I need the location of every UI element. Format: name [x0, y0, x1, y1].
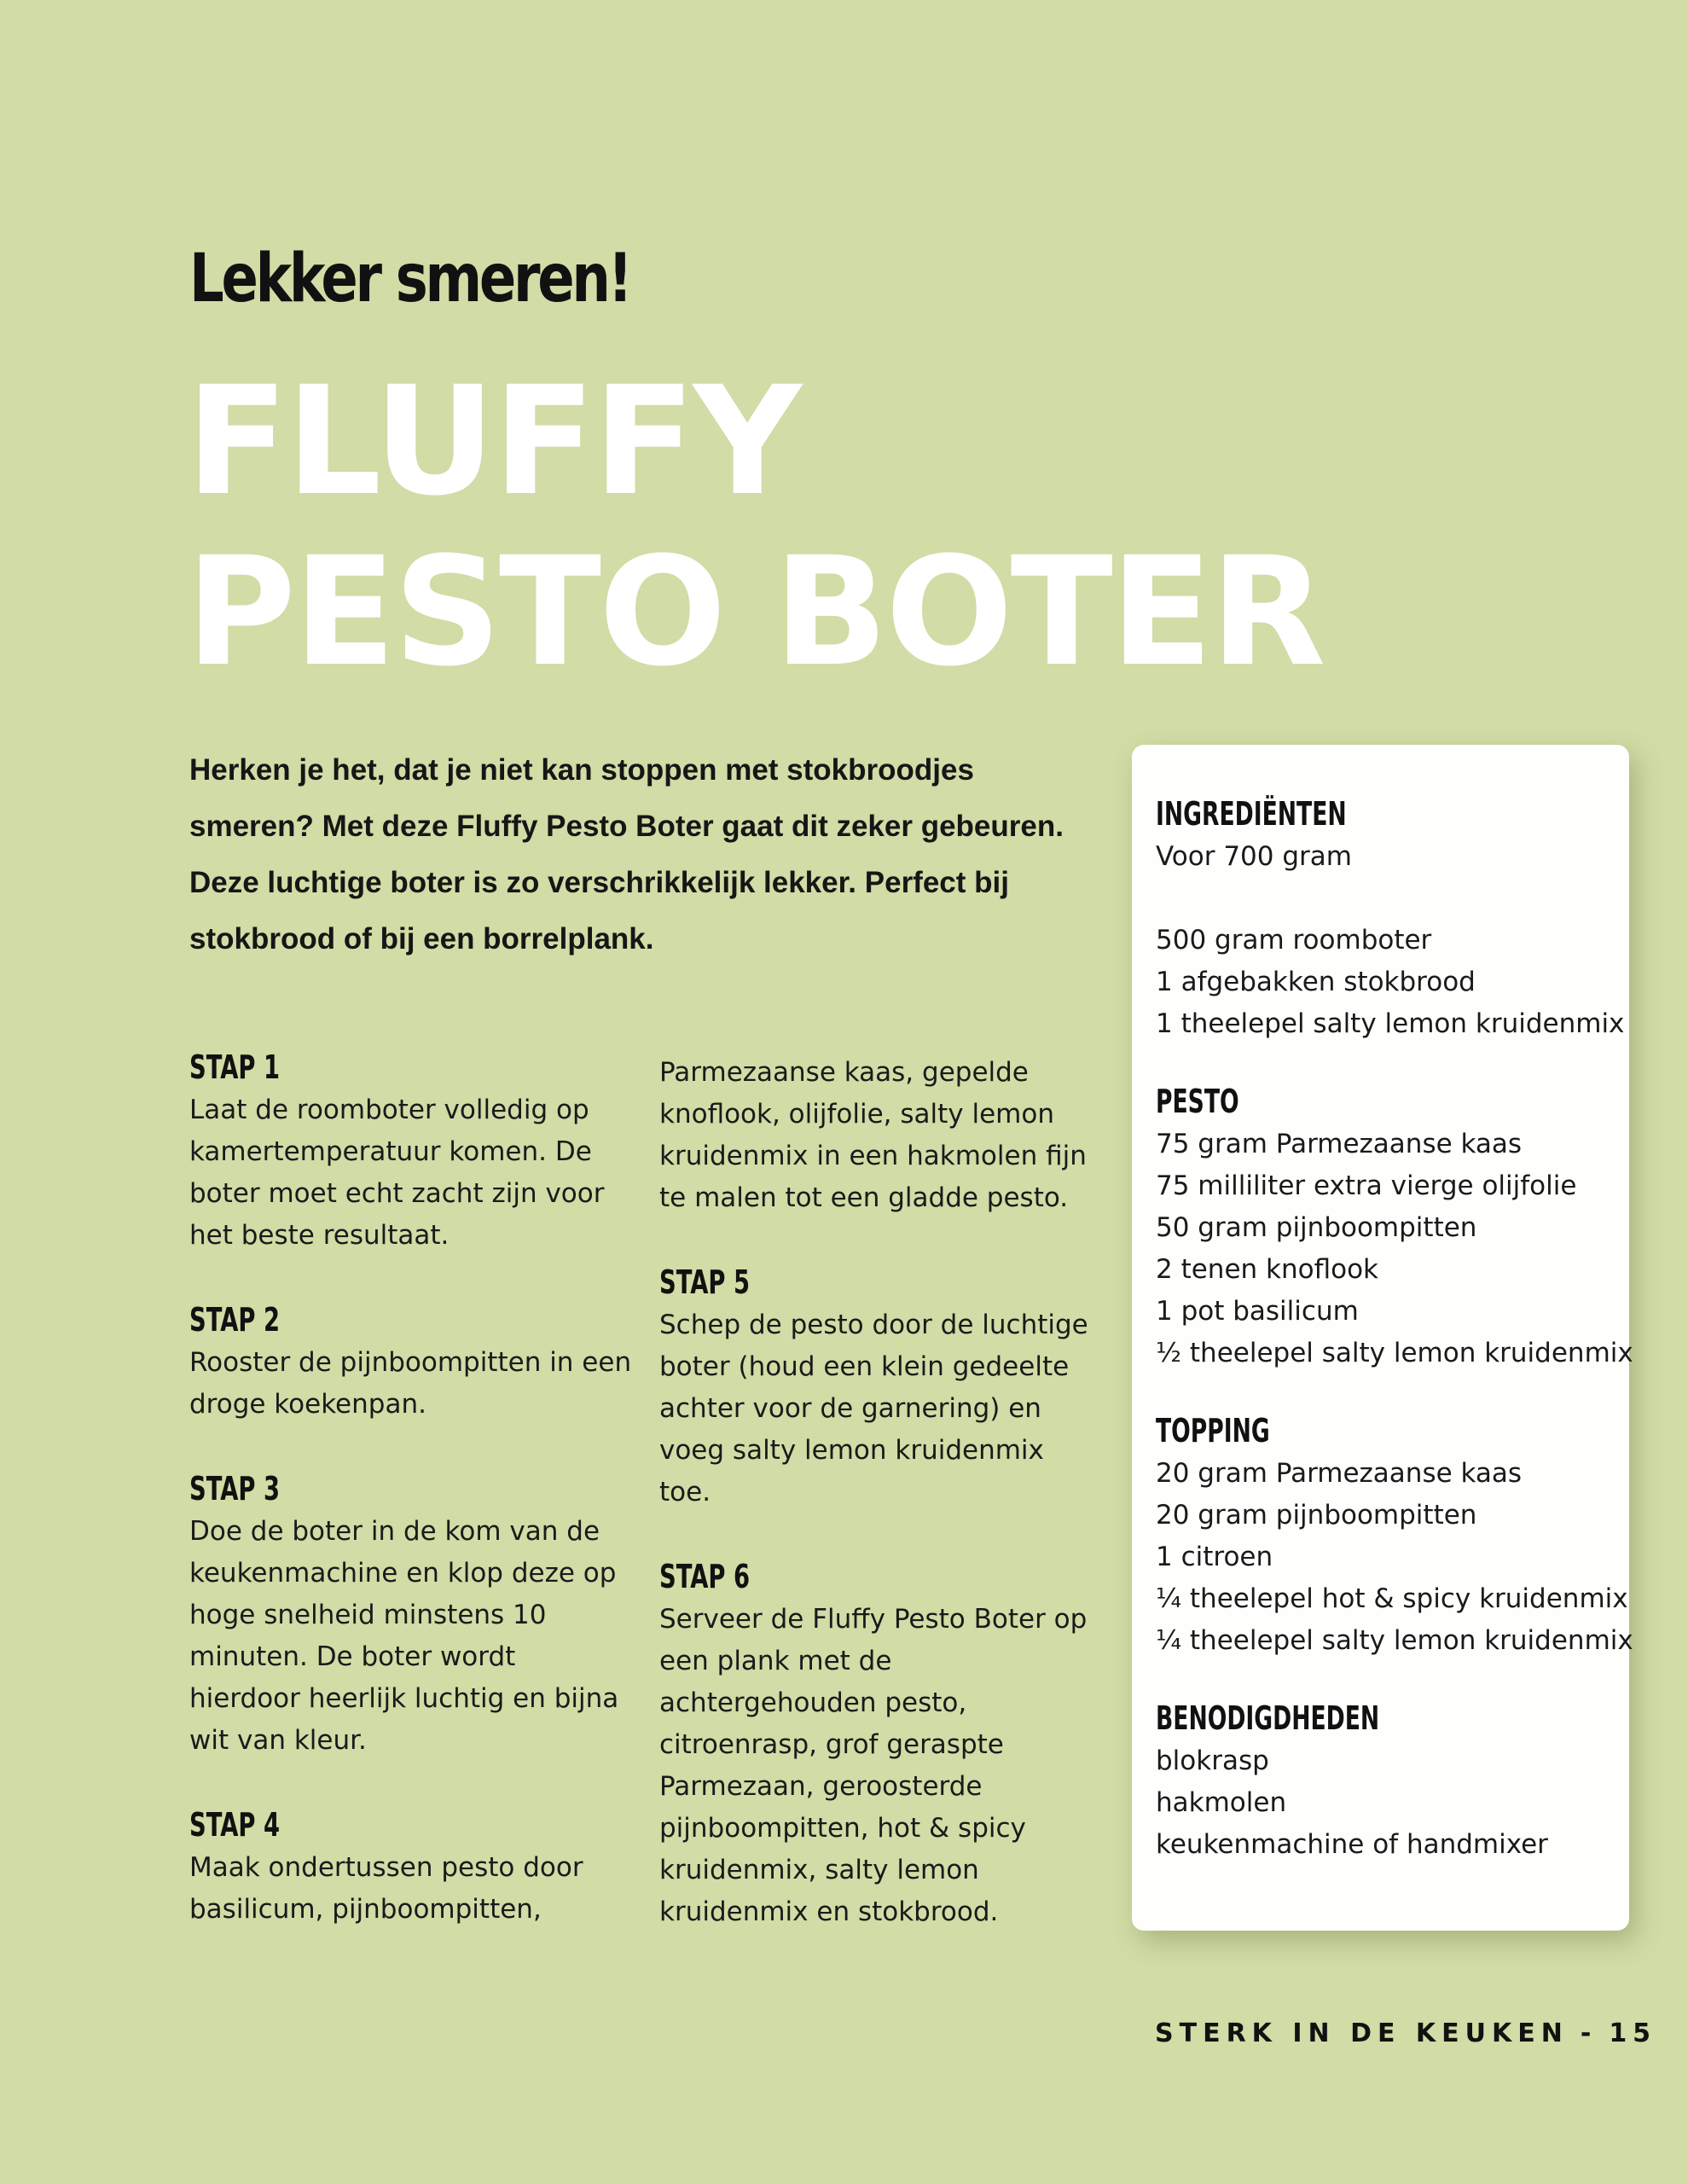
recipe-title-line-2: PESTO BOTER	[186, 525, 1324, 700]
footer-separator: -	[1580, 2018, 1598, 2048]
step-title: STAP 4	[189, 1806, 281, 1844]
step-text: Maak ondertussen pesto door basilicum, pijnboompitten,	[189, 1852, 583, 1925]
step-text: Schep de pesto door de luchtige boter (houd een klein gedeelte achter voor de garnering) en voeg salty lemon kruidenmix toe.	[659, 1310, 1088, 1507]
publication-name: STERK IN DE KEUKEN	[1155, 2018, 1569, 2048]
tools-heading: BENODIGDHEDEN	[1156, 1699, 1380, 1737]
tool-item: hakmolen	[1156, 1787, 1287, 1818]
ingredient-item: 2 tenen knoflook	[1156, 1254, 1379, 1285]
ingredient-item: 20 gram Parmezaanse kaas	[1156, 1458, 1523, 1489]
ingredient-item: 1 theelepel salty lemon kruidenmix	[1156, 1008, 1625, 1039]
step-2	[189, 1298, 633, 1426]
tool-item: keukenmachine of handmixer	[1156, 1829, 1548, 1860]
steps-column-right	[659, 1052, 1103, 1974]
tools-section	[1156, 1696, 1629, 1866]
step-1	[189, 1045, 633, 1257]
step-6	[659, 1554, 1103, 1933]
step-5	[659, 1260, 1103, 1513]
step-4-continued	[659, 1052, 1103, 1219]
step-title: STAP 2	[189, 1301, 281, 1339]
ingredient-item: ½ theelepel salty lemon kruidenmix	[1156, 1338, 1633, 1368]
recipe-title-line-1: FLUFFY	[186, 354, 799, 529]
step-title: STAP 5	[659, 1263, 751, 1301]
ingredient-item: 75 milliliter extra vierge olijfolie	[1156, 1170, 1577, 1201]
step-title: STAP 6	[659, 1558, 751, 1595]
recipe-title	[186, 354, 1324, 700]
step-text: Parmezaanse kaas, gepelde knoflook, olijfolie, salty lemon kruidenmix in een hakmolen fijn te malen tot een gladde pesto.	[659, 1057, 1087, 1213]
ingredients-heading: INGREDIËNTEN	[1156, 795, 1347, 833]
page-number: 15	[1609, 2018, 1657, 2048]
ingredient-item: 20 gram pijnboompitten	[1156, 1500, 1477, 1531]
step-text: Serveer de Fluffy Pesto Boter op een plank met de achtergehouden pesto, citroenrasp, grof geraspte Parmezaan, geroosterde pijnboompitten, hot & spicy kruidenmix, salty lemon kruidenmix en stokbrood.	[659, 1604, 1088, 1927]
topping-section	[1156, 1409, 1633, 1662]
ingredient-item: ¼ theelepel salty lemon kruidenmix	[1156, 1625, 1633, 1656]
ingredient-item: ¼ theelepel hot & spicy kruidenmix	[1156, 1583, 1628, 1614]
step-title: STAP 3	[189, 1470, 281, 1507]
recipe-intro: Herken je het, dat je niet kan stoppen met stokbroodjes smeren? Met deze Fluffy Pesto Boter gaat dit zeker gebeuren. Deze luchtige boter is zo verschrikkelijk lekker. Perfect bij stokbrood of bij een borrelplank.	[189, 753, 1064, 956]
tool-item: blokrasp	[1156, 1745, 1269, 1776]
steps-column-left	[189, 1045, 633, 1972]
ingredient-item: 75 gram Parmezaanse kaas	[1156, 1129, 1523, 1159]
step-title: STAP 1	[189, 1048, 281, 1086]
pesto-heading: PESTO	[1156, 1083, 1239, 1120]
ingredients-card	[1132, 745, 1633, 1931]
step-3	[189, 1467, 633, 1762]
recipe-kicker: Lekker smeren!	[189, 241, 630, 317]
step-text: Rooster de pijnboompitten in een droge koekenpan.	[189, 1347, 632, 1420]
ingredient-item: 50 gram pijnboompitten	[1156, 1212, 1477, 1243]
page-footer	[1155, 2018, 1656, 2048]
step-4	[189, 1803, 633, 1931]
ingredient-item: 1 citroen	[1156, 1542, 1273, 1572]
ingredient-item: 1 afgebakken stokbrood	[1156, 967, 1476, 997]
ingredients-yield: Voor 700 gram	[1156, 841, 1352, 872]
ingredient-item: 500 gram roomboter	[1156, 925, 1432, 956]
pesto-section	[1156, 1079, 1633, 1374]
ingredients-main-section	[1156, 792, 1629, 1045]
topping-heading: TOPPING	[1156, 1412, 1270, 1449]
ingredient-item: 1 pot basilicum	[1156, 1296, 1359, 1327]
step-text: Laat de roomboter volledig op kamertemperatuur komen. De boter moet echt zacht zijn voor het beste resultaat.	[189, 1095, 605, 1251]
step-text: Doe de boter in de kom van de keukenmachine en klop deze op hoge snelheid minstens 10 minuten. De boter wordt hierdoor heerlijk luchtig en bijna wit van kleur.	[189, 1516, 619, 1756]
